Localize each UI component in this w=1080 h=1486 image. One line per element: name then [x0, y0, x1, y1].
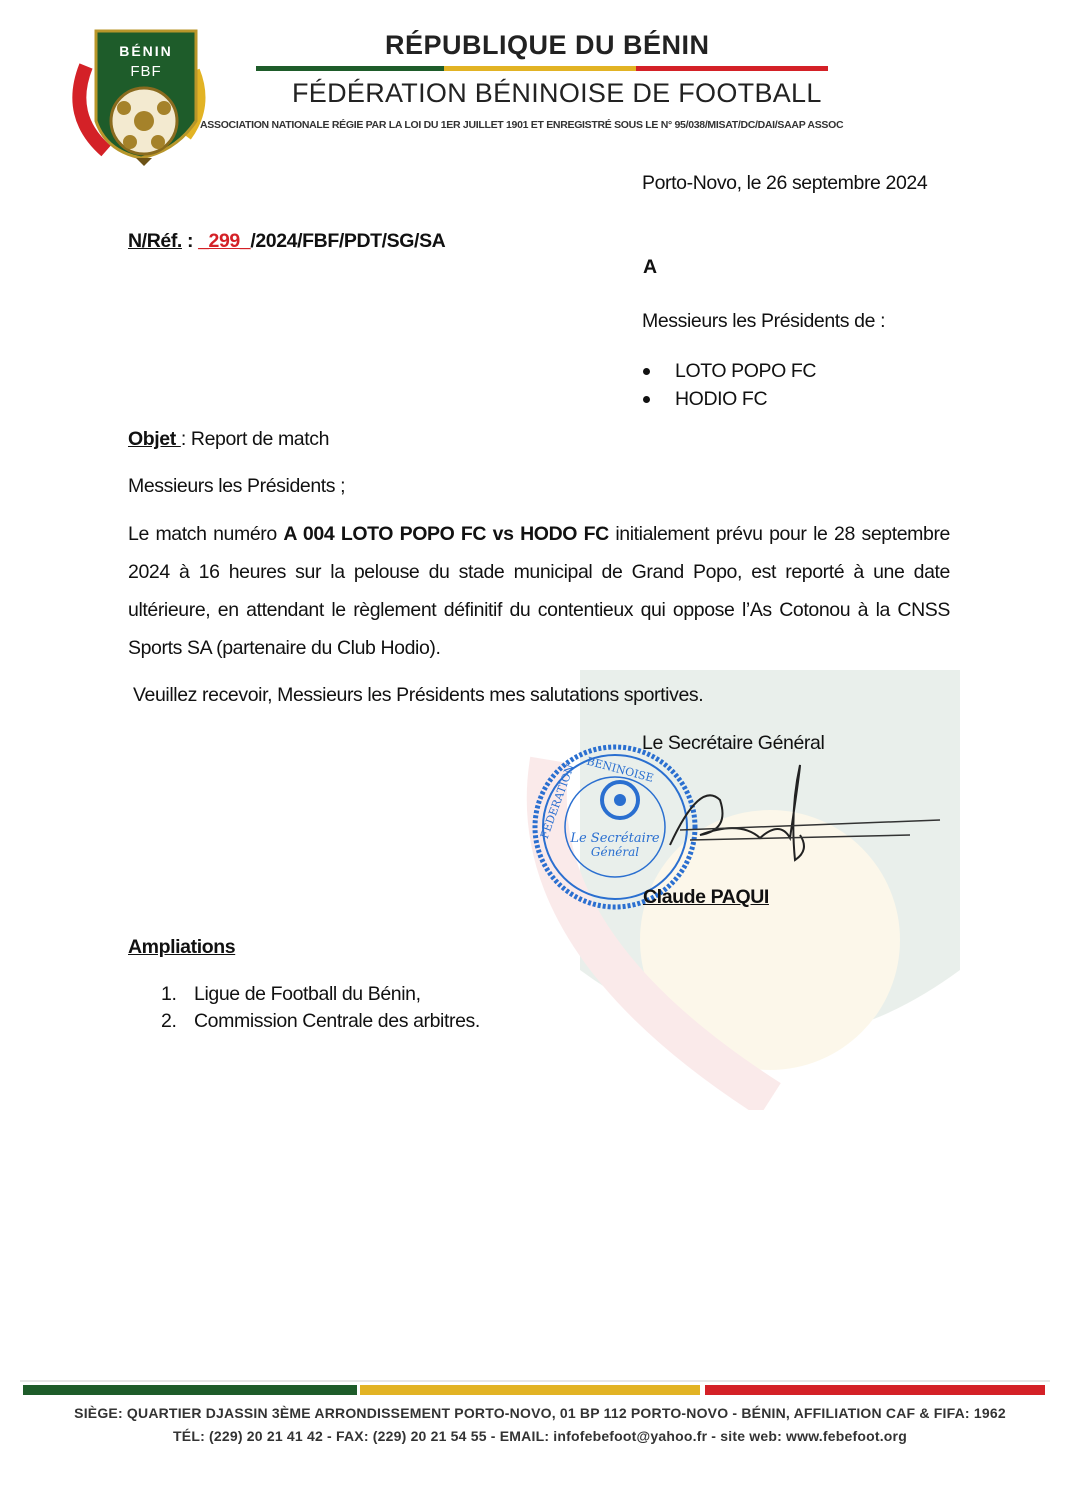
reference-number: _299_: [198, 230, 251, 252]
signature-mark: [660, 760, 950, 870]
list-item: [643, 357, 816, 385]
ampliation-text: Commission Centrale des arbitres.: [194, 1010, 480, 1032]
svg-text:FEDERATION: FEDERATION: [537, 762, 577, 841]
bullet-icon: [643, 368, 650, 375]
footer-contact: TÉL: (229) 20 21 41 42 - FAX: (229) 20 21 54 55 - EMAIL: infofebefoot@yahoo.fr - site web: www.febefoot.org: [173, 1428, 907, 1444]
reference-label: N/Réf.: [128, 230, 182, 252]
closing: Veuillez recevoir, Messieurs les Présidents mes salutations sportives.: [133, 684, 704, 706]
subject-line: [128, 428, 329, 451]
svg-text:BENINOISE: BENINOISE: [585, 754, 655, 785]
svg-text:FBF: FBF: [130, 63, 162, 80]
ampliation-item: 1. Ligue de Football du Bénin,: [161, 983, 421, 1005]
federation-heading: FÉDÉRATION BÉNINOISE DE FOOTBALL: [292, 78, 822, 108]
body-paragraph: [128, 515, 950, 667]
date-line: Porto-Novo, le 26 septembre 2024: [642, 172, 928, 194]
recipient-list: [643, 357, 816, 413]
ampliation-item: 2. Commission Centrale des arbitres.: [161, 1010, 480, 1032]
ampliation-text: Ligue de Football du Bénin,: [194, 983, 421, 1005]
body-text: initialement prévu pour le 28 septembre 2024 à 16 heures sur la pelouse du stade municipal de Grand Popo, est reporté à une date ultérieure, en attendant le règlement définitif du contentieux qui oppose l’As Cotonou à la CNSS Sports SA (partenaire du Club Hodio).: [128, 523, 950, 659]
footer-divider: [20, 1380, 1050, 1382]
reference-line: [128, 230, 445, 253]
reference-suffix: /2024/FBF/PDT/SG/SA: [250, 230, 446, 252]
club-name: HODIO FC: [675, 388, 768, 410]
association-line: ASSOCIATION NATIONALE RÉGIE PAR LA LOI DU 1ER JUILLET 1901 ET ENREGISTRÉ SOUS LE N° 95/038/MISAT/DC/DAI/SAAP ASSOC: [200, 119, 844, 131]
footer-address: SIÈGE: QUARTIER DJASSIN 3ÈME ARRONDISSEMENT PORTO-NOVO, 01 BP 112 PORTO-NOVO - BÉNIN, AFFILIATION CAF & FIFA: 1962: [74, 1405, 1006, 1421]
flag-bar-yellow: [444, 66, 636, 71]
list-item: [643, 385, 816, 413]
ampliations-heading: Ampliations: [128, 936, 236, 958]
reference-sep: :: [181, 230, 199, 252]
svg-text:Général: Général: [590, 845, 640, 859]
subject-text: : Report de match: [180, 428, 330, 450]
signatory-title: Le Secrétaire Général: [642, 732, 825, 754]
footer-bar-red: [705, 1385, 1045, 1395]
svg-text:Le Secrétaire: Le Secrétaire: [570, 831, 660, 846]
footer-bar-yellow: [360, 1385, 700, 1395]
salutation: Messieurs les Présidents ;: [128, 475, 346, 497]
fbf-logo: [66, 26, 211, 166]
recipient-intro: Messieurs les Présidents de :: [642, 310, 886, 332]
flag-bar-red: [636, 66, 828, 71]
subject-label: Objet: [128, 428, 181, 450]
svg-text:BÉNIN: BÉNIN: [119, 43, 173, 59]
flag-bar-green: [256, 66, 444, 71]
footer-bar-green: [23, 1385, 357, 1395]
match-reference: A 004 LOTO POPO FC vs HODO FC: [283, 523, 609, 545]
republic-heading: RÉPUBLIQUE DU BÉNIN: [385, 30, 710, 60]
signatory-name: Claude PAQUI: [643, 886, 769, 908]
recipient-a: A: [643, 256, 657, 278]
club-name: LOTO POPO FC: [675, 360, 817, 382]
body-text: Le match numéro: [128, 523, 284, 545]
bullet-icon: [643, 396, 650, 403]
